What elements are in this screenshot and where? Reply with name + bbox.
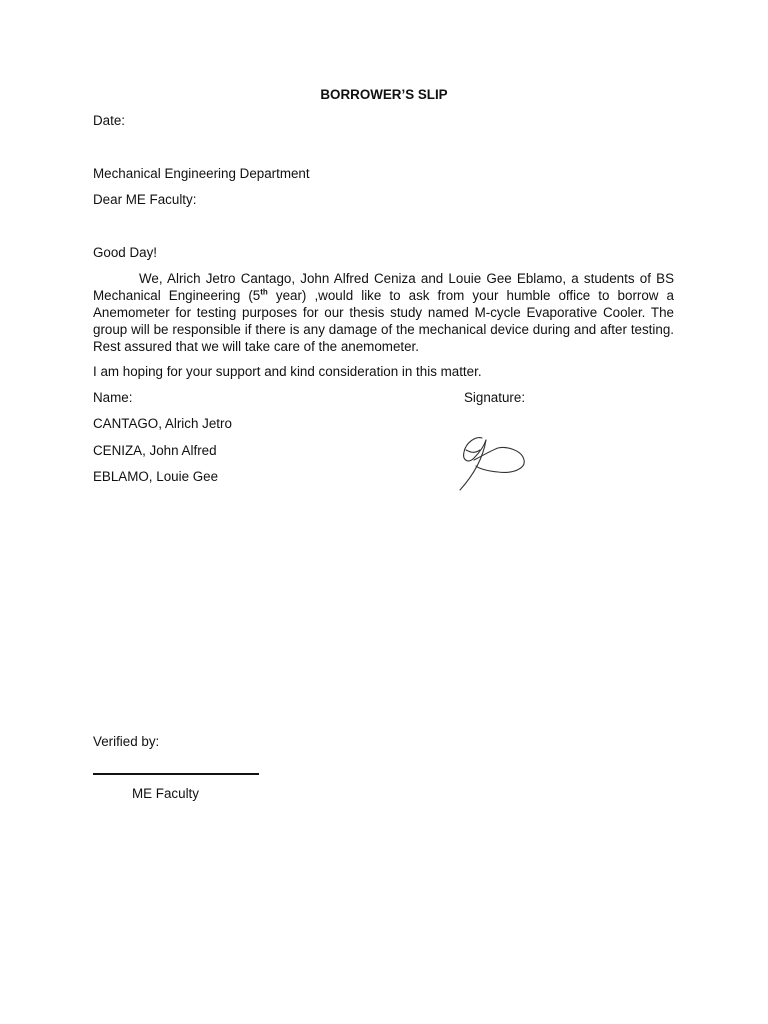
verified-by-label: Verified by:: [93, 734, 160, 749]
signature-line: [93, 773, 259, 775]
greeting: Good Day!: [93, 245, 158, 260]
date-label: Date:: [93, 113, 126, 128]
body-text-part2: year) ,would like to ask from your humble office to borrow a Anemometer for testing purposes for our thesis study named M-cycle Evaporative Cooler. The group will be responsible if there is any damage of the mechanical device during and after testing. Rest assured that we will take care of the anemometer.: [93, 288, 674, 354]
salutation: Dear ME Faculty:: [93, 192, 197, 207]
name-entry: CENIZA, John Alfred: [93, 443, 217, 458]
body-text-part1: We, Alrich Jetro Cantago, John Alfred Ceniza and Louie Gee Eblamo, a students of BS Mechanical Engineering (5: [93, 271, 674, 303]
name-entry: CANTAGO, Alrich Jetro: [93, 416, 232, 431]
document-title: BORROWER’S SLIP: [320, 87, 448, 102]
verifier-title: ME Faculty: [132, 786, 199, 801]
body-superscript: th: [260, 287, 268, 297]
name-entry: EBLAMO, Louie Gee: [93, 469, 219, 484]
signature-column-header: Signature:: [464, 390, 526, 405]
handwritten-signature-icon: [452, 430, 532, 494]
body-paragraph: [93, 270, 674, 355]
name-column-header: Name:: [93, 390, 133, 405]
closing-line: I am hoping for your support and kind consideration in this matter.: [93, 364, 482, 379]
department-line: Mechanical Engineering Department: [93, 166, 310, 181]
